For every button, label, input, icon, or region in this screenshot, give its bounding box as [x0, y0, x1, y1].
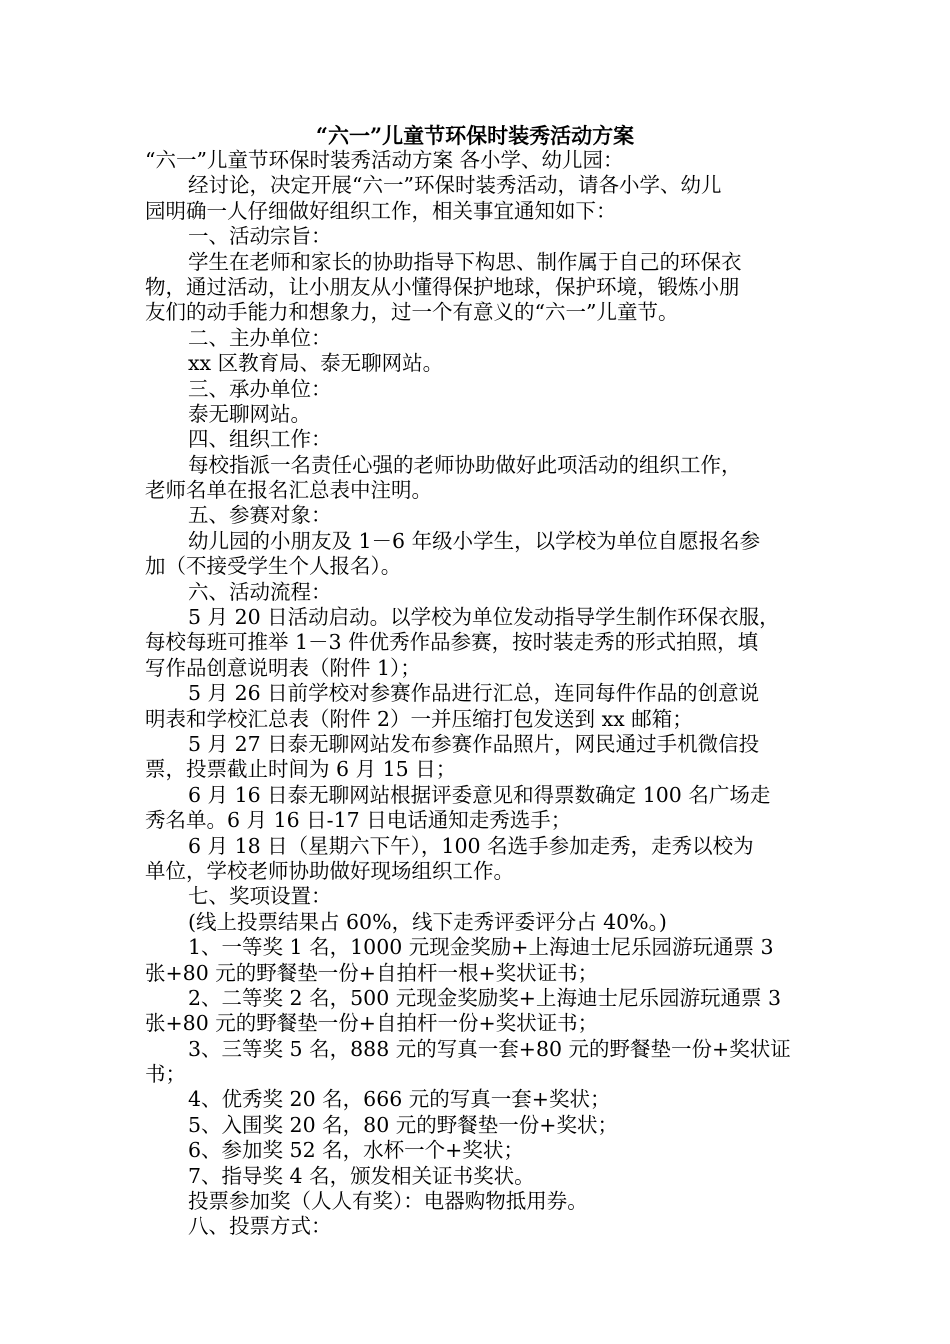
body-line: 秀名单。6 月 16 日-17 日电话通知走秀选手；: [145, 808, 572, 833]
body-line: 6、参加奖 52 名，水杯一个+奖状；: [188, 1138, 524, 1163]
body-line: 单位，学校老师协助做好现场组织工作。: [145, 858, 514, 883]
body-line: 六、活动流程：: [188, 579, 332, 604]
body-line: 园明确一人仔细做好组织工作，相关事宜通知如下：: [145, 198, 617, 223]
body-line: 3、三等奖 5 名，888 元的写真一套+80 元的野餐垫一份+奖状证: [188, 1036, 791, 1061]
document-body: [145, 148, 809, 1240]
body-line: 泰无聊网站。: [188, 401, 311, 426]
body-line: 7、指导奖 4 名，颁发相关证书奖状。: [188, 1163, 535, 1188]
body-line: 书；: [145, 1062, 186, 1087]
body-line: 学生在老师和家长的协助指导下构思、制作属于自己的环保衣: [188, 249, 742, 274]
body-line: 老师名单在报名汇总表中注明。: [145, 478, 432, 503]
body-line: 投票参加奖（人人有奖）：电器购物抵用券。: [188, 1189, 588, 1214]
body-line: 1、一等奖 1 名，1000 元现金奖励+上海迪士尼乐园游玩通票 3: [188, 935, 774, 960]
body-line: 5 月 26 日前学校对参赛作品进行汇总，连同每件作品的创意说: [188, 681, 760, 706]
body-line: 八、投票方式：: [188, 1214, 332, 1239]
body-line: 5 月 27 日泰无聊网站发布参赛作品照片，网民通过手机微信投: [188, 731, 760, 756]
body-line: xx 区教育局、泰无聊网站。: [188, 351, 444, 376]
body-line: 写作品创意说明表（附件 1）；: [145, 655, 421, 680]
body-line: 票，投票截止时间为 6 月 15 日；: [145, 757, 457, 782]
body-line: 友们的动手能力和想象力，过一个有意义的“六一”儿童节。: [145, 300, 679, 325]
body-line: 2、二等奖 2 名，500 元现金奖励奖+上海迪士尼乐园游玩通票 3: [188, 985, 781, 1010]
body-line: “六一”儿童节环保时装秀活动方案 各小学、幼儿园：: [145, 148, 624, 172]
body-line: 5 月 20 日活动启动。以学校为单位发动指导学生制作环保衣服，: [188, 605, 780, 630]
body-line: 4、优秀奖 20 名，666 元的写真一套+奖状；: [188, 1087, 611, 1112]
body-line: 经讨论，决定开展“六一”环保时装秀活动，请各小学、幼儿: [188, 173, 722, 198]
body-line: 张+80 元的野餐垫一份+自拍杆一份+奖状证书；: [145, 1011, 599, 1036]
body-line: 6 月 18 日（星期六下午），100 名选手参加走秀，走秀以校为: [188, 833, 754, 858]
body-line: 五、参赛对象：: [188, 503, 332, 528]
body-line: 6 月 16 日泰无聊网站根据评委意见和得票数确定 100 名广场走: [188, 782, 771, 807]
body-line: 二、主办单位：: [188, 325, 332, 350]
body-line: 明表和学校汇总表（附件 2）一并压缩打包发送到 xx 邮箱；: [145, 706, 693, 731]
body-line: 七、奖项设置：: [188, 884, 332, 909]
body-line: 每校指派一名责任心强的老师协助做好此项活动的组织工作，: [188, 452, 742, 477]
body-line: 三、承办单位：: [188, 376, 332, 401]
body-line: 5、入围奖 20 名，80 元的野餐垫一份+奖状；: [188, 1112, 618, 1137]
document-title: “六一”儿童节环保时装秀活动方案: [315, 123, 635, 148]
body-line: 一、活动宗旨：: [188, 224, 332, 249]
body-line: (线上投票结果占 60%，线下走秀评委评分占 40%。): [188, 909, 667, 934]
body-line: 张+80 元的野餐垫一份+自拍杆一根+奖状证书；: [145, 960, 599, 985]
body-line: 四、组织工作：: [188, 427, 332, 452]
body-line: 幼儿园的小朋友及 1－6 年级小学生，以学校为单位自愿报名参: [188, 528, 761, 553]
body-line: 每校每班可推举 1－3 件优秀作品参赛，按时装走秀的形式拍照，填: [145, 630, 759, 655]
body-line: 加（不接受学生个人报名）。: [145, 554, 402, 579]
body-line: 物，通过活动，让小朋友从小懂得保护地球，保护环境，锻炼小朋: [145, 274, 740, 299]
